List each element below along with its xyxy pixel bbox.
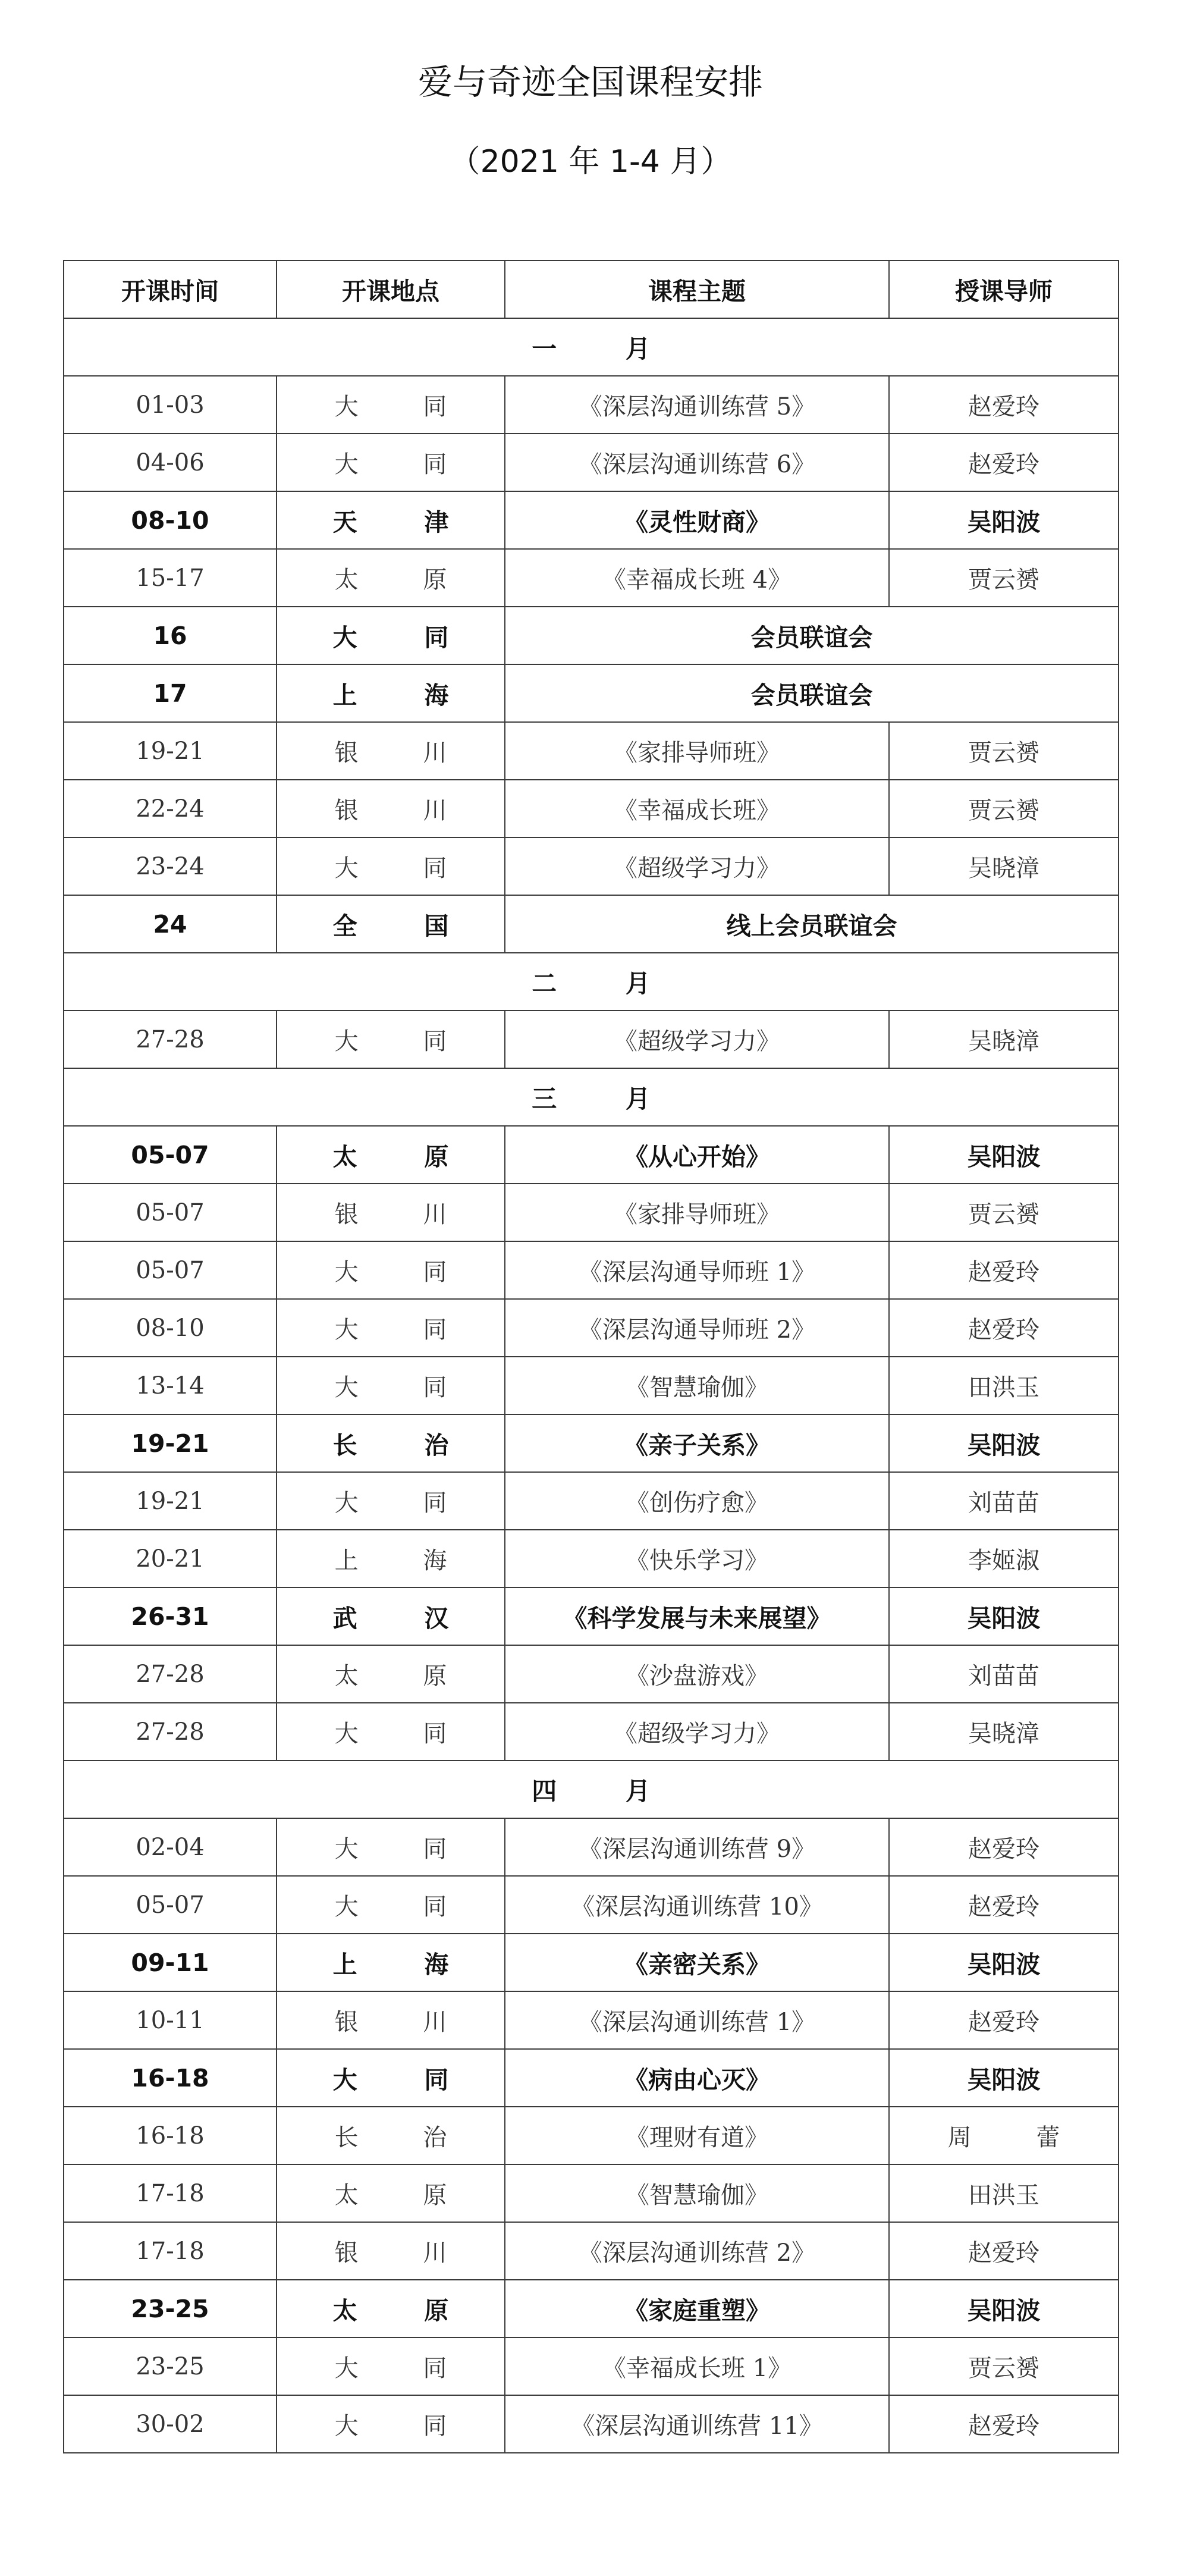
cell-teacher: 吴阳波 (889, 2280, 1119, 2337)
cell-time: 16-18 (64, 2107, 277, 2164)
cell-teacher: 吴晓漳 (889, 837, 1119, 895)
cell-time: 24 (64, 895, 277, 953)
cell-time: 16-18 (64, 2049, 277, 2107)
month-label: 四 月 (64, 1761, 1119, 1818)
month-label: 一 月 (64, 318, 1119, 376)
table-row (64, 2164, 1119, 2222)
cell-topic: 《智慧瑜伽》 (505, 2164, 889, 2222)
cell-teacher: 吴阳波 (889, 1126, 1119, 1184)
cell-time: 04-06 (64, 434, 277, 491)
cell-topic: 《智慧瑜伽》 (505, 1357, 889, 1414)
cell-topic: 《深层沟通训练营 11》 (505, 2395, 889, 2453)
table-row (64, 1587, 1119, 1645)
table-row (64, 549, 1119, 607)
cell-teacher: 吴晓漳 (889, 1011, 1119, 1068)
table-row (64, 434, 1119, 491)
cell-topic: 《深层沟通导师班 2》 (505, 1299, 889, 1357)
table-row (64, 1414, 1119, 1472)
cell-teacher: 贾云赟 (889, 1184, 1119, 1241)
cell-time: 08-10 (64, 1299, 277, 1357)
cell-topic: 《亲密关系》 (505, 1934, 889, 1991)
cell-topic: 《家庭重塑》 (505, 2280, 889, 2337)
cell-time: 15-17 (64, 549, 277, 607)
cell-topic: 会员联谊会 (505, 664, 1119, 722)
cell-place: 大 同 (277, 607, 505, 664)
cell-time: 05-07 (64, 1184, 277, 1241)
cell-teacher: 吴阳波 (889, 1934, 1119, 1991)
cell-time: 26-31 (64, 1587, 277, 1645)
cell-place: 太 原 (277, 2280, 505, 2337)
cell-teacher: 田洪玉 (889, 2164, 1119, 2222)
cell-time: 17-18 (64, 2164, 277, 2222)
table-row (64, 1357, 1119, 1414)
table-row (64, 664, 1119, 722)
table-row (64, 2107, 1119, 2164)
table-row (64, 607, 1119, 664)
header-topic: 课程主题 (505, 261, 889, 318)
cell-topic: 《病由心灭》 (505, 2049, 889, 2107)
cell-place: 全 国 (277, 895, 505, 953)
cell-place: 大 同 (277, 2395, 505, 2453)
table-row (64, 1184, 1119, 1241)
table-row (64, 2280, 1119, 2337)
cell-place: 银 川 (277, 2222, 505, 2280)
table-row (64, 2222, 1119, 2280)
cell-topic: 《沙盘游戏》 (505, 1645, 889, 1703)
cell-topic: 《从心开始》 (505, 1126, 889, 1184)
cell-time: 13-14 (64, 1357, 277, 1414)
cell-topic: 《超级学习力》 (505, 837, 889, 895)
cell-time: 08-10 (64, 491, 277, 549)
cell-place: 大 同 (277, 1472, 505, 1530)
cell-topic: 《幸福成长班 1》 (505, 2337, 889, 2395)
cell-place: 上 海 (277, 1530, 505, 1587)
cell-teacher: 赵爱玲 (889, 2222, 1119, 2280)
table-row (64, 1126, 1119, 1184)
cell-place: 大 同 (277, 1299, 505, 1357)
cell-time: 20-21 (64, 1530, 277, 1587)
month-row-jan (64, 318, 1119, 376)
table-row (64, 2049, 1119, 2107)
course-schedule-table (63, 260, 1119, 2453)
cell-place: 银 川 (277, 1991, 505, 2049)
cell-time: 23-24 (64, 837, 277, 895)
table-row (64, 1530, 1119, 1587)
cell-time: 19-21 (64, 722, 277, 780)
cell-time: 27-28 (64, 1011, 277, 1068)
cell-topic: 《科学发展与未来展望》 (505, 1587, 889, 1645)
cell-time: 23-25 (64, 2337, 277, 2395)
cell-time: 19-21 (64, 1472, 277, 1530)
cell-time: 19-21 (64, 1414, 277, 1472)
cell-place: 天 津 (277, 491, 505, 549)
cell-teacher: 贾云赟 (889, 722, 1119, 780)
cell-time: 23-25 (64, 2280, 277, 2337)
cell-place: 大 同 (277, 1011, 505, 1068)
cell-teacher: 贾云赟 (889, 549, 1119, 607)
cell-teacher: 赵爱玲 (889, 1299, 1119, 1357)
cell-time: 17-18 (64, 2222, 277, 2280)
cell-place: 银 川 (277, 780, 505, 837)
cell-teacher: 赵爱玲 (889, 1818, 1119, 1876)
cell-time: 27-28 (64, 1645, 277, 1703)
cell-topic: 《灵性财商》 (505, 491, 889, 549)
month-row-feb (64, 953, 1119, 1011)
month-row-mar (64, 1068, 1119, 1126)
cell-topic: 《家排导师班》 (505, 722, 889, 780)
cell-teacher: 吴阳波 (889, 1587, 1119, 1645)
table-row (64, 2337, 1119, 2395)
cell-place: 银 川 (277, 722, 505, 780)
cell-teacher: 赵爱玲 (889, 1241, 1119, 1299)
cell-time: 10-11 (64, 1991, 277, 2049)
cell-teacher: 吴阳波 (889, 491, 1119, 549)
cell-place: 太 原 (277, 549, 505, 607)
cell-teacher: 周 蕾 (889, 2107, 1119, 2164)
table-row (64, 780, 1119, 837)
cell-place: 大 同 (277, 376, 505, 434)
cell-place: 长 治 (277, 1414, 505, 1472)
cell-time: 17 (64, 664, 277, 722)
cell-topic: 《超级学习力》 (505, 1011, 889, 1068)
header-place: 开课地点 (277, 261, 505, 318)
cell-place: 太 原 (277, 2164, 505, 2222)
cell-teacher: 李姬淑 (889, 1530, 1119, 1587)
cell-teacher: 贾云赟 (889, 780, 1119, 837)
cell-topic: 《超级学习力》 (505, 1703, 889, 1761)
cell-topic: 《幸福成长班》 (505, 780, 889, 837)
table-row (64, 2395, 1119, 2453)
cell-time: 22-24 (64, 780, 277, 837)
cell-place: 上 海 (277, 1934, 505, 1991)
table-row (64, 1299, 1119, 1357)
table-row (64, 1472, 1119, 1530)
cell-topic: 《深层沟通训练营 9》 (505, 1818, 889, 1876)
cell-place: 上 海 (277, 664, 505, 722)
cell-time: 05-07 (64, 1241, 277, 1299)
header-teacher: 授课导师 (889, 261, 1119, 318)
cell-teacher: 吴阳波 (889, 2049, 1119, 2107)
cell-teacher: 赵爱玲 (889, 434, 1119, 491)
cell-topic: 《亲子关系》 (505, 1414, 889, 1472)
cell-topic: 《深层沟通导师班 1》 (505, 1241, 889, 1299)
page-title: 爱与奇迹全国课程安排 (417, 62, 763, 102)
page-subtitle: （2021 年 1-4 月） (449, 144, 732, 180)
cell-topic: 《快乐学习》 (505, 1530, 889, 1587)
cell-place: 武 汉 (277, 1587, 505, 1645)
cell-teacher: 吴阳波 (889, 1414, 1119, 1472)
cell-time: 05-07 (64, 1126, 277, 1184)
cell-place: 大 同 (277, 1818, 505, 1876)
cell-place: 太 原 (277, 1645, 505, 1703)
cell-topic: 《深层沟通训练营 6》 (505, 434, 889, 491)
table-row (64, 837, 1119, 895)
cell-topic: 《理财有道》 (505, 2107, 889, 2164)
cell-time: 02-04 (64, 1818, 277, 1876)
month-label: 三 月 (64, 1068, 1119, 1126)
cell-teacher: 刘苗苗 (889, 1472, 1119, 1530)
cell-place: 大 同 (277, 1703, 505, 1761)
cell-topic: 《幸福成长班 4》 (505, 549, 889, 607)
cell-topic: 《创伤疗愈》 (505, 1472, 889, 1530)
table-row (64, 1011, 1119, 1068)
table-row (64, 722, 1119, 780)
table-row (64, 1241, 1119, 1299)
cell-topic: 《深层沟通训练营 2》 (505, 2222, 889, 2280)
table-row (64, 1991, 1119, 2049)
cell-place: 大 同 (277, 1241, 505, 1299)
table-row (64, 1876, 1119, 1934)
cell-teacher: 赵爱玲 (889, 2395, 1119, 2453)
table-row (64, 1703, 1119, 1761)
table-row (64, 491, 1119, 549)
cell-topic: 《深层沟通训练营 10》 (505, 1876, 889, 1934)
cell-teacher: 赵爱玲 (889, 376, 1119, 434)
cell-time: 16 (64, 607, 277, 664)
cell-time: 01-03 (64, 376, 277, 434)
cell-place: 大 同 (277, 2337, 505, 2395)
cell-place: 大 同 (277, 1357, 505, 1414)
cell-place: 大 同 (277, 1876, 505, 1934)
cell-teacher: 田洪玉 (889, 1357, 1119, 1414)
cell-place: 太 原 (277, 1126, 505, 1184)
month-row-apr (64, 1761, 1119, 1818)
cell-time: 30-02 (64, 2395, 277, 2453)
cell-teacher: 贾云赟 (889, 2337, 1119, 2395)
cell-time: 09-11 (64, 1934, 277, 1991)
table-row (64, 895, 1119, 953)
cell-topic: 会员联谊会 (505, 607, 1119, 664)
table-row (64, 1645, 1119, 1703)
cell-place: 大 同 (277, 2049, 505, 2107)
cell-time: 27-28 (64, 1703, 277, 1761)
cell-place: 银 川 (277, 1184, 505, 1241)
cell-topic: 《家排导师班》 (505, 1184, 889, 1241)
header-time: 开课时间 (64, 261, 277, 318)
cell-teacher: 刘苗苗 (889, 1645, 1119, 1703)
cell-teacher: 赵爱玲 (889, 1991, 1119, 2049)
cell-time: 05-07 (64, 1876, 277, 1934)
cell-teacher: 赵爱玲 (889, 1876, 1119, 1934)
cell-topic: 《深层沟通训练营 1》 (505, 1991, 889, 2049)
cell-place: 大 同 (277, 837, 505, 895)
table-row (64, 1818, 1119, 1876)
table-row (64, 376, 1119, 434)
month-label: 二 月 (64, 953, 1119, 1011)
table-row (64, 1934, 1119, 1991)
table-header-row (64, 261, 1119, 318)
cell-topic: 线上会员联谊会 (505, 895, 1119, 953)
cell-place: 长 治 (277, 2107, 505, 2164)
cell-teacher: 吴晓漳 (889, 1703, 1119, 1761)
cell-topic: 《深层沟通训练营 5》 (505, 376, 889, 434)
cell-place: 大 同 (277, 434, 505, 491)
